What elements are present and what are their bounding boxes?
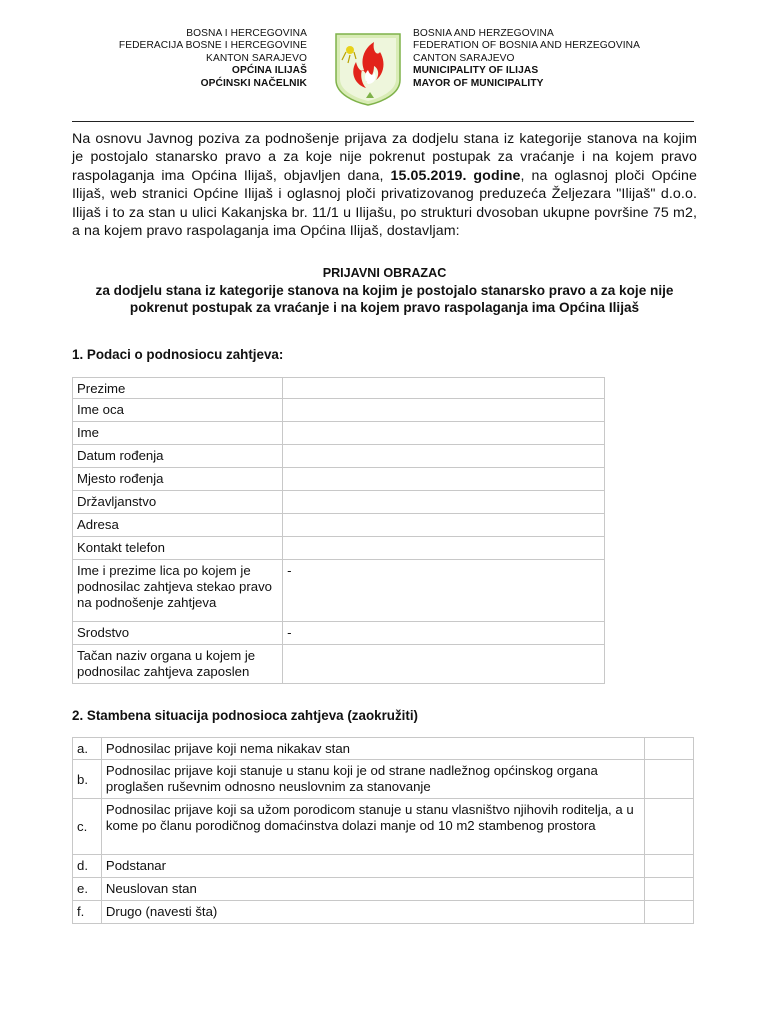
intro-text-continued: , na oglasnoj ploči Općine Ilijaš, web stranici Općine Ilijaš i oglasnoj ploči privatizovanog preduzeća Željezara "Ilijaš" d.o.o. Ilijaš i to za stan u ulici Kakanjska br. 11/1 u Ilijašu, po strukturi dvosoban ukupne površine 75 m2, a na kojem pravo raspolaganja ima Općina Ilijaš, dostavljam: bbox=[72, 167, 698, 240]
option-text[interactable]: Podnosilac prijave koji stanuje u stanu koji je od strane nadležnog općinskog organa proglašen ruševnim odnosno neuslovnim za stanovanje bbox=[101, 760, 644, 799]
table-row bbox=[73, 468, 605, 491]
field-value[interactable]: - bbox=[283, 622, 605, 645]
field-value[interactable] bbox=[283, 422, 605, 445]
field-label: Ime oca bbox=[73, 399, 283, 422]
applicant-data-table bbox=[72, 377, 605, 684]
table-row bbox=[73, 560, 605, 622]
option-text[interactable]: Podstanar bbox=[101, 855, 644, 878]
letterhead-local bbox=[119, 28, 307, 90]
table-row bbox=[73, 537, 605, 560]
field-value[interactable] bbox=[283, 491, 605, 514]
letterhead-international bbox=[413, 28, 640, 90]
option-text[interactable]: Podnosilac prijave koji nema nikakav stan bbox=[101, 738, 644, 760]
field-label: Ime i prezime lica po kojem je podnosilac zahtjeva stekao pravo na podnošenje zahtjeva bbox=[73, 560, 283, 622]
field-value[interactable] bbox=[283, 537, 605, 560]
table-row bbox=[73, 760, 694, 799]
header-divider bbox=[72, 121, 694, 122]
table-row bbox=[73, 799, 694, 855]
option-mark-cell[interactable] bbox=[645, 760, 694, 799]
letterhead-line: MUNICIPALITY OF ILIJAS bbox=[413, 65, 539, 77]
table-row bbox=[73, 738, 694, 760]
table-row bbox=[73, 491, 605, 514]
option-mark-cell[interactable] bbox=[645, 799, 694, 855]
option-key[interactable]: c. bbox=[73, 799, 102, 855]
field-label: Tačan naziv organa u kojem je podnosilac zahtjeva zaposlen bbox=[73, 645, 283, 684]
announcement-date: 15.05.2019. godine bbox=[390, 167, 521, 184]
housing-situation-table bbox=[72, 737, 694, 924]
option-mark-cell[interactable] bbox=[645, 855, 694, 878]
letterhead-line: MAYOR OF MUNICIPALITY bbox=[413, 77, 544, 89]
table-row bbox=[73, 855, 694, 878]
section-2-heading: 2. Stambena situacija podnosioca zahtjeva (zaokružiti) bbox=[72, 708, 419, 723]
field-label: Ime bbox=[73, 422, 283, 445]
form-subtitle: za dodjelu stana iz kategorije stanova na kojim je postojalo stanarsko pravo a za koje nije pokrenut postupak za vraćanje i na kojem pravo raspolaganja ima Općina Ilijaš bbox=[95, 283, 674, 316]
option-key[interactable]: b. bbox=[73, 760, 102, 799]
field-value[interactable] bbox=[283, 445, 605, 468]
letterhead-line: BOSNA I HERCEGOVINA bbox=[186, 28, 307, 39]
field-value[interactable] bbox=[283, 399, 605, 422]
letterhead-line: KANTON SARAJEVO bbox=[206, 52, 307, 64]
option-mark-cell[interactable] bbox=[645, 878, 694, 901]
option-key[interactable]: d. bbox=[73, 855, 102, 878]
field-label: Mjesto rođenja bbox=[73, 468, 283, 491]
field-label: Državljanstvo bbox=[73, 491, 283, 514]
field-label: Kontakt telefon bbox=[73, 537, 283, 560]
section-1-heading: 1. Podaci o podnosiocu zahtjeva: bbox=[72, 347, 284, 362]
form-title: PRIJAVNI OBRAZAC bbox=[322, 266, 447, 280]
table-row bbox=[73, 645, 605, 684]
intro-text: Na osnovu Javnog poziva za podnošenje prijava za dodjelu stana iz kategorije stanova na kojim je postojalo stanarsko pravo a za koje nije pokrenut postupak za vraćanje i na kojem pravo raspolaganja ima Općina Ilijaš, objavljen dana, bbox=[72, 131, 697, 184]
field-value[interactable] bbox=[283, 645, 605, 684]
letterhead-line: BOSNIA AND HERZEGOVINA bbox=[413, 28, 554, 39]
letterhead-line: OPĆINA ILIJAŠ bbox=[231, 65, 307, 77]
field-label: Prezime bbox=[73, 378, 283, 399]
option-text[interactable]: Podnosilac prijave koji sa užom porodicom stanuje u stanu vlasništvo njihovih roditelja, a u kome po članu porodičnog domaćinstva dolazi manje od 10 m2 stambenog prostora bbox=[101, 799, 644, 855]
field-label: Srodstvo bbox=[73, 622, 283, 645]
table-row bbox=[73, 622, 605, 645]
option-mark-cell[interactable] bbox=[645, 738, 694, 760]
option-key[interactable]: a. bbox=[73, 738, 102, 760]
field-value[interactable] bbox=[283, 514, 605, 537]
letterhead-line: OPĆINSKI NAČELNIK bbox=[200, 77, 307, 89]
table-row bbox=[73, 514, 605, 537]
field-label: Datum rođenja bbox=[73, 445, 283, 468]
letterhead-line: FEDERACIJA BOSNE I HERCEGOVINE bbox=[118, 40, 307, 52]
letterhead bbox=[0, 28, 770, 108]
table-row bbox=[73, 878, 694, 901]
option-key[interactable]: f. bbox=[73, 901, 102, 924]
letterhead-line: CANTON SARAJEVO bbox=[413, 52, 515, 64]
letterhead-line: FEDERATION OF BOSNIA AND HERZEGOVINA bbox=[413, 40, 641, 52]
field-value[interactable] bbox=[283, 468, 605, 491]
table-row bbox=[73, 378, 605, 399]
field-value[interactable] bbox=[283, 378, 605, 399]
option-key[interactable]: e. bbox=[73, 878, 102, 901]
option-text[interactable]: Neuslovan stan bbox=[101, 878, 644, 901]
municipality-crest-icon bbox=[330, 30, 406, 106]
table-row bbox=[73, 422, 605, 445]
field-label: Adresa bbox=[73, 514, 283, 537]
intro-paragraph bbox=[72, 130, 697, 240]
table-row bbox=[73, 399, 605, 422]
table-row bbox=[73, 901, 694, 924]
option-text[interactable]: Drugo (navesti šta) bbox=[101, 901, 644, 924]
option-mark-cell[interactable] bbox=[645, 901, 694, 924]
field-value[interactable]: - bbox=[283, 560, 605, 622]
table-row bbox=[73, 445, 605, 468]
